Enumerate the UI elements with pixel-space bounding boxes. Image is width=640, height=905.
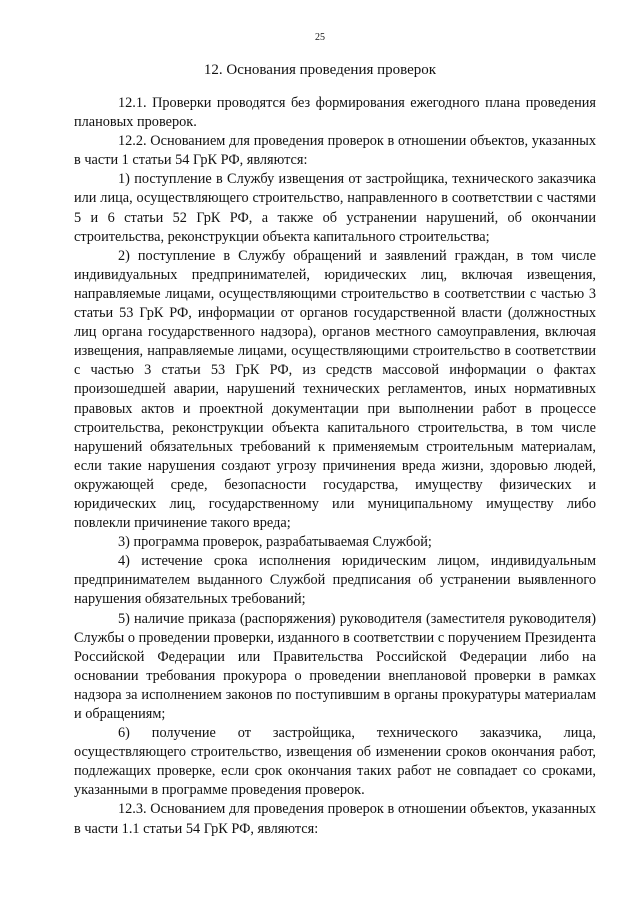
section-body — [74, 94, 596, 839]
section-heading: 12. Основания проведения проверок — [203, 62, 437, 78]
list-item-1: 1) поступление в Службу извещения от застройщика, технического заказчика или лица, осуществляющего строительство, направленного в соответствии с частями 5 и 6 статьи 52 ГрК РФ, а также об устранении нарушений, об окончании строительства, реконструкции объекта капитального строительства; — [74, 171, 596, 245]
list-item-4: 4) истечение срока исполнения юридическим лицом, индивидуальным предпринимателем выданного Службой предписания об устранении выявленного нарушения обязательных требований; — [74, 553, 596, 608]
paragraph-12-2: 12.2. Основанием для проведения проверок в отношении объектов, указанных в части 1 статьи 54 ГрК РФ, являются: — [74, 133, 596, 169]
paragraph-12-1: 12.1. Проверки проводятся без формирования ежегодного плана проведения плановых проверок. — [74, 95, 596, 131]
paragraph-12-3: 12.3. Основанием для проведения проверок в отношении объектов, указанных в части 1.1 статьи 54 ГрК РФ, являются: — [74, 801, 596, 837]
list-item-3: 3) программа проверок, разрабатываемая Службой; — [118, 534, 432, 551]
list-item-6: 6) получение от застройщика, технического заказчика, лица, осуществляющего строительство, извещения об изменении сроков окончания работ, подлежащих проверке, если срок окончания таких работ не совпадает со сроками, указанными в программе проведения проверок. — [74, 725, 596, 799]
list-item-5: 5) наличие приказа (распоряжения) руководителя (заместителя руководителя) Службы о проведении проверки, изданного в соответствии с поручением Президента Российской Федерации или Правительства Российской Федерации либо на основании требования прокурора о проведении внеплановой проверки в рамках надзора за исполнением законов по поступившим в органы прокуратуры материалам и обращениям; — [74, 610, 596, 722]
page-number: 25 — [315, 32, 325, 43]
list-item-2: 2) поступление в Службу обращений и заявлений граждан, в том числе индивидуальных предпринимателей, юридических лиц, включая извещения, направляемые лицами, осуществляющими строительство в соответствии с частью 3 статьи 53 ГрК РФ, информации от органов государственной власти (должностных лиц органа государственного надзора), органов местного самоуправления, включая извещения, направляемые лицами, осуществляющими строительство в соответствии с частью 3 статьи 53 ГрК РФ, из средств массовой информации о фактах произошедшей аварии, нарушений технических регламентов, иных нормативных правовых актов и проектной документации при выполнении работ в процессе строительства, реконструкции объекта капитального строительства, в том числе нарушений обязательных требований к применяемым строительным материалам, если такие нарушения создают угрозу причинения вреда жизни, здоровью людей, окружающей среде, безопасности государства, имуществу физических и юридических лиц, государственному или муниципальному имуществу либо повлекли причинение такого вреда; — [74, 247, 596, 532]
